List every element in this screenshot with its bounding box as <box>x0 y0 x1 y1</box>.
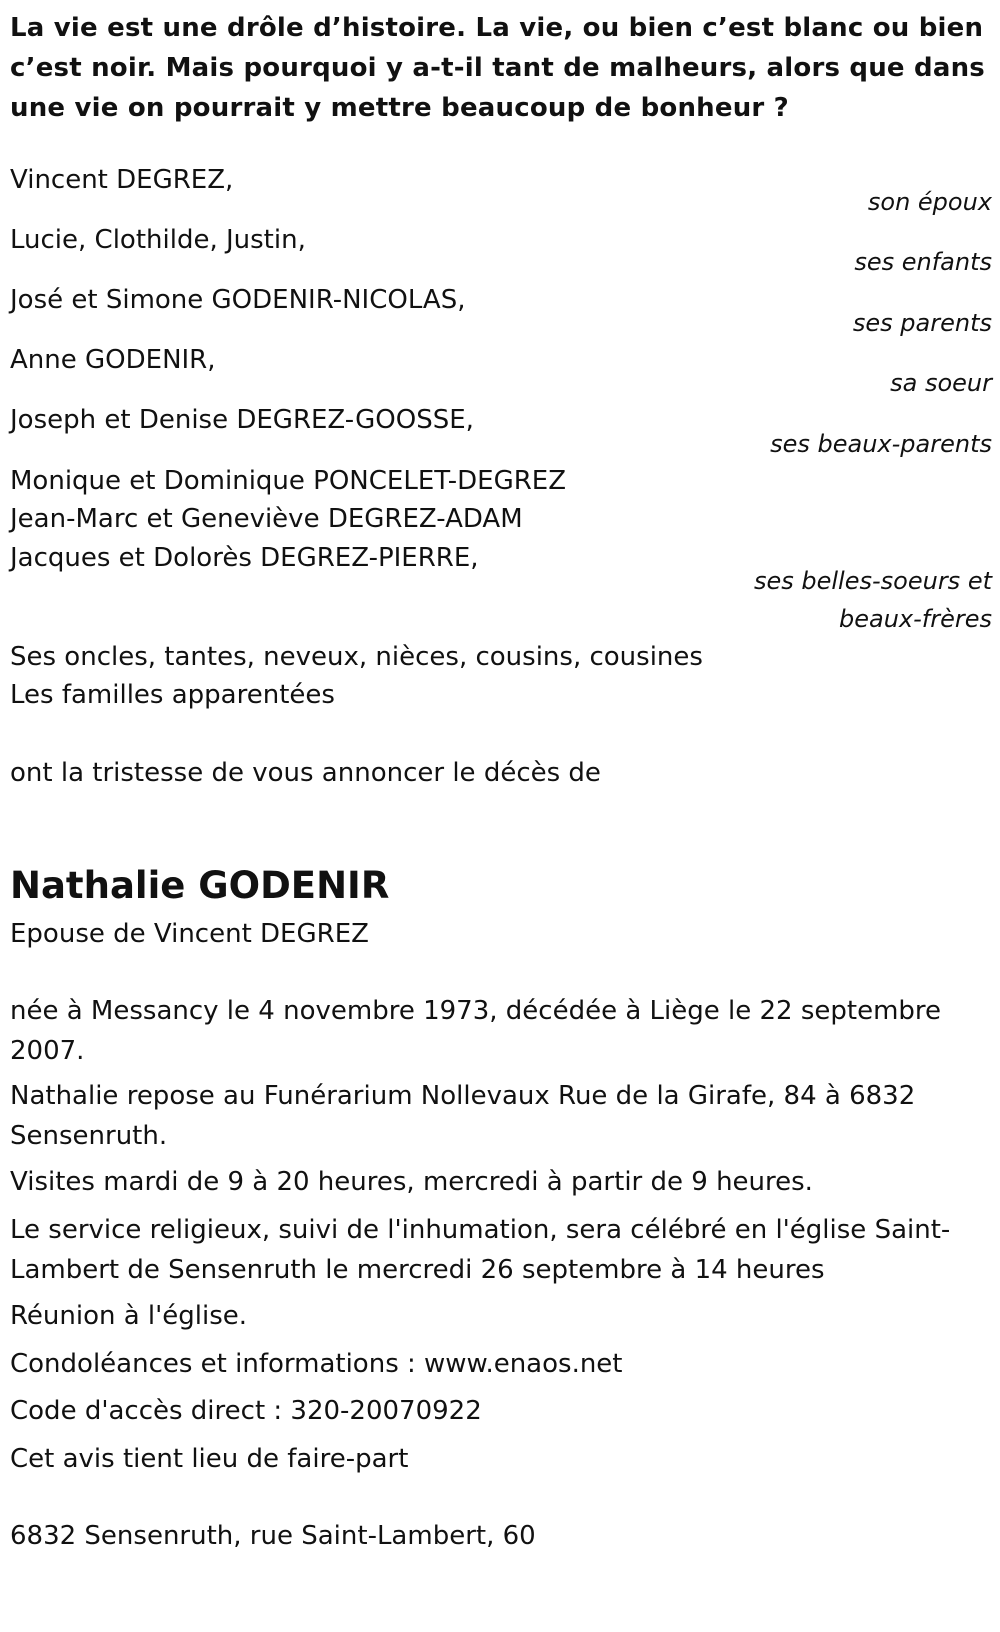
address-line: 6832 Sensenruth, rue Saint-Lambert, 60 <box>10 1521 536 1551</box>
deceased-name: Nathalie GODENIR <box>10 864 390 907</box>
family-name-parents: José et Simone GODENIR-NICOLAS, <box>10 285 466 315</box>
detail-gathering: Réunion à l'église. <box>10 1301 248 1331</box>
family-name-sister: Anne GODENIR, <box>10 345 216 375</box>
extended-family-line-2: Les familles apparentées <box>10 680 335 710</box>
intro-poem: La vie est une drôle d’histoire. La vie, ou bien c’est blanc ou bien c’est noir. Mais pourquoi y a-t-il tant de malheurs, alors que dans une vie on pourrait y mettre beaucoup de bonheur ? <box>10 13 985 123</box>
detail-birth-death: née à Messancy le 4 novembre 1973, décédée à Liège le 22 septembre 2007. <box>10 996 942 1066</box>
family-name-children: Lucie, Clothilde, Justin, <box>10 225 306 255</box>
detail-access-code: Code d'accès direct : 320-20070922 <box>10 1396 482 1426</box>
detail-faire-part: Cet avis tient lieu de faire-part <box>10 1444 409 1474</box>
family-relation-spouse: son époux <box>867 188 992 216</box>
family-relation-children: ses enfants <box>854 248 992 276</box>
detail-service: Le service religieux, suivi de l'inhumation, sera célébré en l'église Saint-Lambert de Sensenruth le mercredi 26 septembre à 14 heures <box>10 1215 951 1285</box>
detail-condolences: Condoléances et informations : www.enaos.net <box>10 1349 623 1379</box>
family-name-in-laws: Joseph et Denise DEGREZ-GOOSSE, <box>10 405 474 435</box>
family-relation-sister: sa soeur <box>890 369 992 397</box>
announcement-line: ont la tristesse de vous annoncer le décès de <box>10 758 601 788</box>
family-name-siblings-in-law-3: Jacques et Dolorès DEGREZ-PIERRE, <box>10 543 479 573</box>
family-relation-siblings-in-law-2: beaux-frères <box>839 605 992 633</box>
family-relation-in-laws: ses beaux-parents <box>770 430 992 458</box>
detail-visits: Visites mardi de 9 à 20 heures, mercredi à partir de 9 heures. <box>10 1167 813 1197</box>
family-name-siblings-in-law-2: Jean-Marc et Geneviève DEGREZ-ADAM <box>10 504 523 534</box>
detail-funeral-home: Nathalie repose au Funérarium Nollevaux Rue de la Girafe, 84 à 6832 Sensenruth. <box>10 1081 916 1151</box>
spouse-line: Epouse de Vincent DEGREZ <box>10 919 369 949</box>
extended-family-line-1: Ses oncles, tantes, neveux, nièces, cousins, cousines <box>10 642 703 672</box>
family-name-spouse: Vincent DEGREZ, <box>10 165 234 195</box>
family-relation-siblings-in-law-1: ses belles-soeurs et <box>753 567 992 595</box>
family-name-siblings-in-law-1: Monique et Dominique PONCELET-DEGREZ <box>10 466 567 496</box>
family-relation-parents: ses parents <box>852 309 992 337</box>
